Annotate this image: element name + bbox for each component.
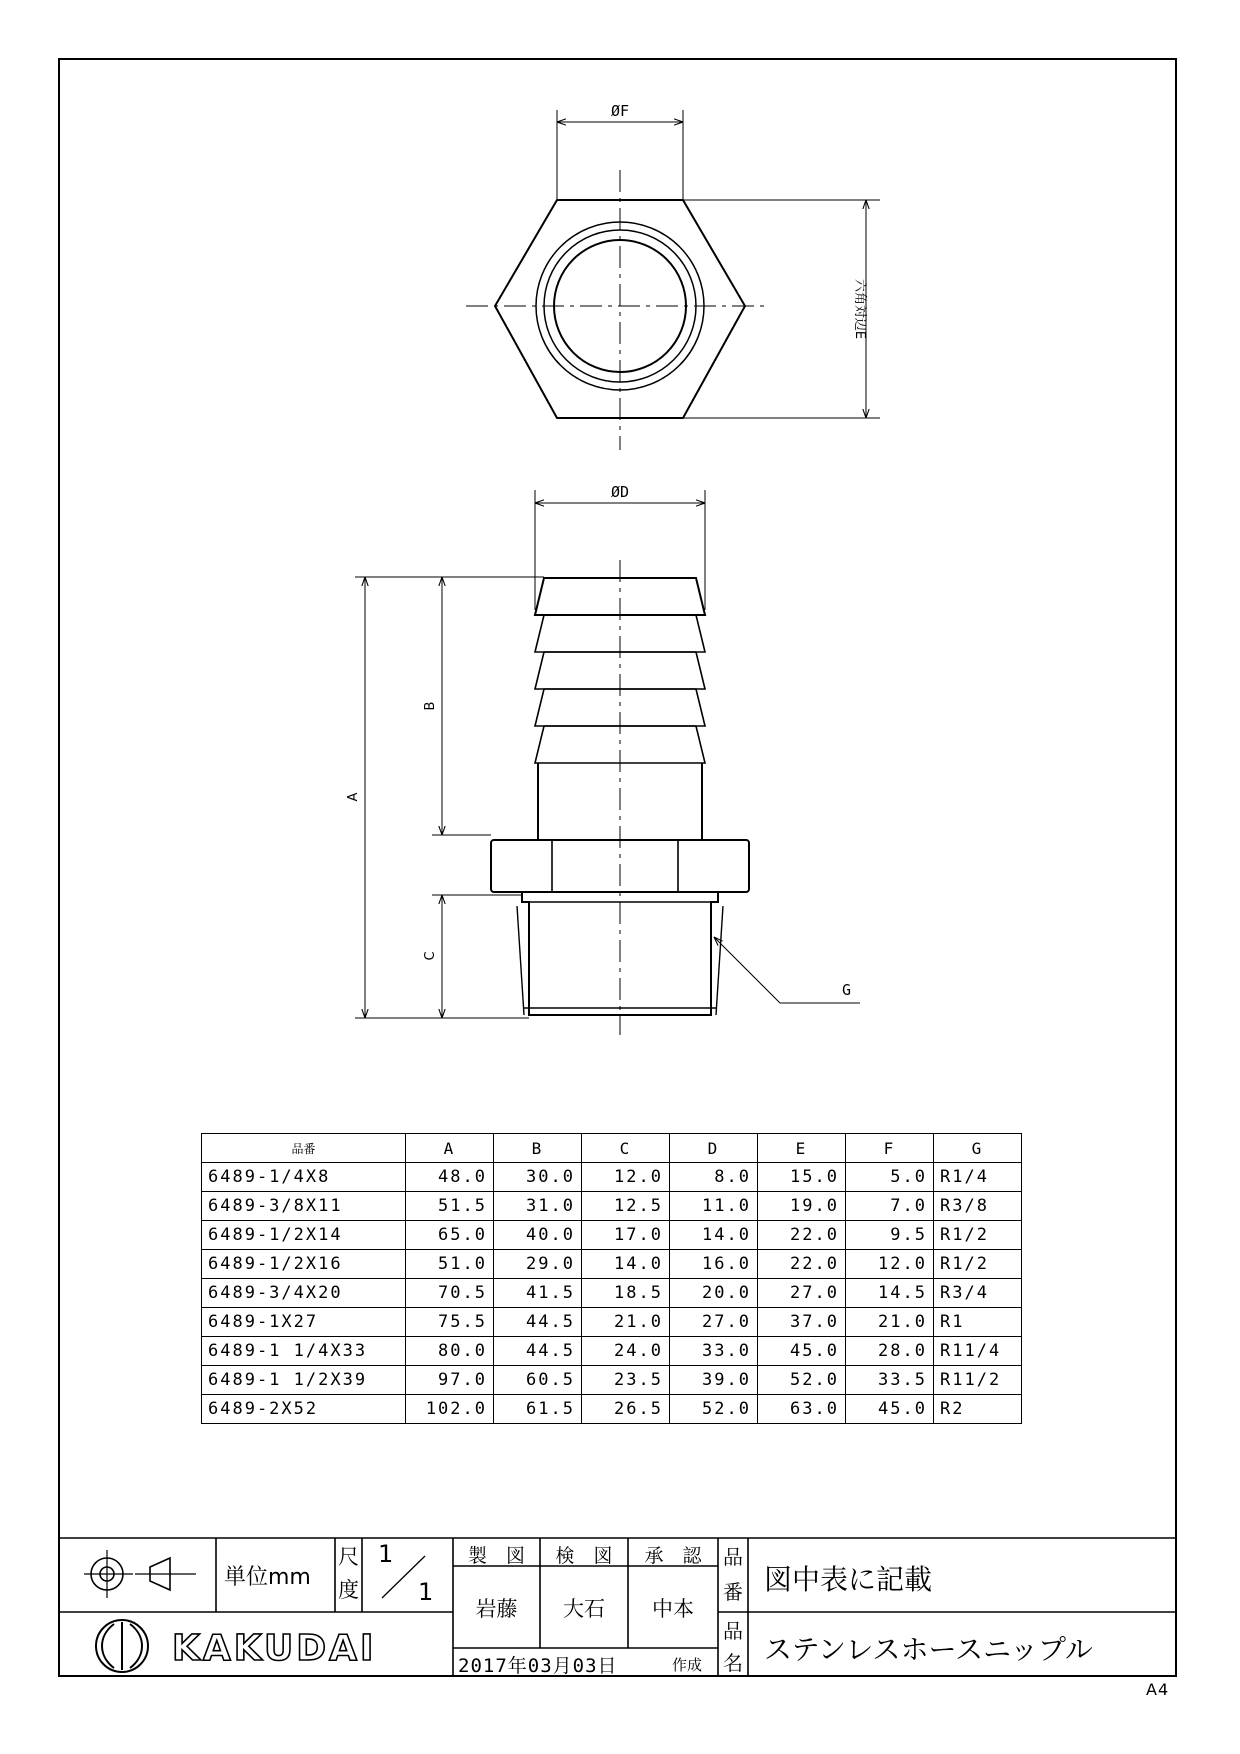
dim-e-label: 六角対辺E xyxy=(852,278,867,340)
col-header-f: F xyxy=(846,1134,934,1163)
part-no-value: 図中表に記載 xyxy=(764,1563,933,1596)
table-cell: 26.5 xyxy=(582,1395,670,1424)
table-cell: R3/8 xyxy=(934,1192,1022,1221)
dim-b xyxy=(432,577,544,835)
scale-numerator: 1 xyxy=(378,1540,394,1568)
table-cell: 14.5 xyxy=(846,1279,934,1308)
part-number-cell: 6489-1/2X16 xyxy=(202,1250,406,1279)
table-cell: 14.0 xyxy=(582,1250,670,1279)
table-cell: 20.0 xyxy=(670,1279,758,1308)
table-cell: 63.0 xyxy=(758,1395,846,1424)
part-name-value: ステンレスホースニップル xyxy=(764,1633,1093,1666)
table-cell: R1/2 xyxy=(934,1250,1022,1279)
table-cell: 75.5 xyxy=(406,1308,494,1337)
table-cell: 51.5 xyxy=(406,1192,494,1221)
table-cell: 16.0 xyxy=(670,1250,758,1279)
table-row xyxy=(202,1366,1022,1395)
col-header-b: B xyxy=(494,1134,582,1163)
table-cell: R2 xyxy=(934,1395,1022,1424)
table-cell: 5.0 xyxy=(846,1163,934,1192)
table-cell: 102.0 xyxy=(406,1395,494,1424)
dim-f-label: ØF xyxy=(610,102,630,120)
created-label: 作成 xyxy=(672,1656,703,1674)
part-number-cell: 6489-3/8X11 xyxy=(202,1192,406,1221)
table-cell: 33.5 xyxy=(846,1366,934,1395)
table-cell: 17.0 xyxy=(582,1221,670,1250)
table-cell: 21.0 xyxy=(582,1308,670,1337)
table-cell: 12.5 xyxy=(582,1192,670,1221)
checker-name: 大石 xyxy=(563,1597,605,1621)
table-cell: 30.0 xyxy=(494,1163,582,1192)
table-cell: 8.0 xyxy=(670,1163,758,1192)
col-header-d: D xyxy=(670,1134,758,1163)
thread-g-label: G xyxy=(842,981,852,999)
table-row xyxy=(202,1221,1022,1250)
table-cell: 15.0 xyxy=(758,1163,846,1192)
part-number-cell: 6489-1/2X14 xyxy=(202,1221,406,1250)
approver-name: 中本 xyxy=(652,1597,694,1621)
table-cell: 52.0 xyxy=(758,1366,846,1395)
table-cell: 44.5 xyxy=(494,1308,582,1337)
table-cell: 9.5 xyxy=(846,1221,934,1250)
dim-b-label: B xyxy=(423,701,438,711)
dim-c-label: C xyxy=(423,951,438,961)
table-cell: 60.5 xyxy=(494,1366,582,1395)
table-cell: 33.0 xyxy=(670,1337,758,1366)
part-number-cell: 6489-1 1/4X33 xyxy=(202,1337,406,1366)
part-number-cell: 6489-1 1/2X39 xyxy=(202,1366,406,1395)
part-number-cell: 6489-2X52 xyxy=(202,1395,406,1424)
table-cell: 22.0 xyxy=(758,1221,846,1250)
col-header-g: G xyxy=(934,1134,1022,1163)
table-cell: 28.0 xyxy=(846,1337,934,1366)
made-label: 製 図 xyxy=(467,1545,525,1567)
table-cell: 48.0 xyxy=(406,1163,494,1192)
table-cell: 29.0 xyxy=(494,1250,582,1279)
table-cell: 23.5 xyxy=(582,1366,670,1395)
table-cell: 27.0 xyxy=(670,1308,758,1337)
col-header-c: C xyxy=(582,1134,670,1163)
thread-g-leader xyxy=(714,937,860,1003)
table-cell: 80.0 xyxy=(406,1337,494,1366)
table-cell: 51.0 xyxy=(406,1250,494,1279)
drawing-border xyxy=(59,59,1176,1676)
scale-denominator: 1 xyxy=(418,1578,434,1606)
table-cell: 12.0 xyxy=(582,1163,670,1192)
table-cell: R1/4 xyxy=(934,1163,1022,1192)
part-name-label-2: 名 xyxy=(723,1651,743,1675)
table-row xyxy=(202,1163,1022,1192)
part-no-label-1: 品 xyxy=(723,1545,743,1569)
table-cell: R1/2 xyxy=(934,1221,1022,1250)
col-header-e: E xyxy=(758,1134,846,1163)
creation-date: 2017年03月03日 xyxy=(458,1655,618,1677)
unit-label: 単位mm xyxy=(224,1565,311,1590)
table-cell: R11/4 xyxy=(934,1337,1022,1366)
part-name-label-1: 品 xyxy=(723,1619,743,1643)
dim-a-label: A xyxy=(346,792,361,802)
table-row xyxy=(202,1308,1022,1337)
dim-d-label: ØD xyxy=(610,483,630,501)
col-header-a: A xyxy=(406,1134,494,1163)
spec-table xyxy=(201,1133,1022,1424)
table-cell: 14.0 xyxy=(670,1221,758,1250)
part-number-cell: 6489-1X27 xyxy=(202,1308,406,1337)
table-cell: 24.0 xyxy=(582,1337,670,1366)
brand-name: KAKUDAI xyxy=(172,1628,377,1669)
table-cell: 21.0 xyxy=(846,1308,934,1337)
part-number-cell: 6489-3/4X20 xyxy=(202,1279,406,1308)
table-row xyxy=(202,1250,1022,1279)
approved-label: 承 認 xyxy=(644,1545,702,1567)
part-number-cell: 6489-1/4X8 xyxy=(202,1163,406,1192)
table-cell: R11/2 xyxy=(934,1366,1022,1395)
dim-a xyxy=(355,577,544,1018)
table-cell: 18.5 xyxy=(582,1279,670,1308)
table-row xyxy=(202,1192,1022,1221)
hex-top-view xyxy=(466,170,770,450)
nipple-front-view xyxy=(491,560,749,1035)
table-cell: 12.0 xyxy=(846,1250,934,1279)
scale-label-2: 度 xyxy=(338,1578,359,1602)
table-cell: 11.0 xyxy=(670,1192,758,1221)
projection-symbol-icon xyxy=(84,1550,196,1598)
table-cell: 39.0 xyxy=(670,1366,758,1395)
table-cell: 22.0 xyxy=(758,1250,846,1279)
table-header-row xyxy=(202,1134,1022,1163)
dim-c xyxy=(432,895,529,1018)
table-cell: 27.0 xyxy=(758,1279,846,1308)
table-row xyxy=(202,1279,1022,1308)
table-cell: 31.0 xyxy=(494,1192,582,1221)
checked-label: 検 図 xyxy=(555,1545,613,1567)
paper-size: A4 xyxy=(1146,1680,1170,1699)
table-cell: R1 xyxy=(934,1308,1022,1337)
table-cell: 70.5 xyxy=(406,1279,494,1308)
table-cell: 45.0 xyxy=(758,1337,846,1366)
table-cell: 52.0 xyxy=(670,1395,758,1424)
table-cell: 45.0 xyxy=(846,1395,934,1424)
table-cell: 65.0 xyxy=(406,1221,494,1250)
col-header-part-no: 品番 xyxy=(202,1134,406,1163)
dim-e xyxy=(683,200,880,418)
scale-label-1: 尺 xyxy=(338,1545,359,1569)
table-row xyxy=(202,1395,1022,1424)
table-cell: 97.0 xyxy=(406,1366,494,1395)
part-no-label-2: 番 xyxy=(723,1580,743,1604)
table-cell: 41.5 xyxy=(494,1279,582,1308)
table-cell: 44.5 xyxy=(494,1337,582,1366)
table-cell: 37.0 xyxy=(758,1308,846,1337)
table-cell: R3/4 xyxy=(934,1279,1022,1308)
maker-name: 岩藤 xyxy=(475,1597,518,1621)
table-body xyxy=(202,1163,1022,1424)
table-cell: 7.0 xyxy=(846,1192,934,1221)
table-row xyxy=(202,1337,1022,1366)
table-cell: 40.0 xyxy=(494,1221,582,1250)
kakudai-logo-icon xyxy=(96,1620,148,1672)
table-cell: 19.0 xyxy=(758,1192,846,1221)
table-cell: 61.5 xyxy=(494,1395,582,1424)
